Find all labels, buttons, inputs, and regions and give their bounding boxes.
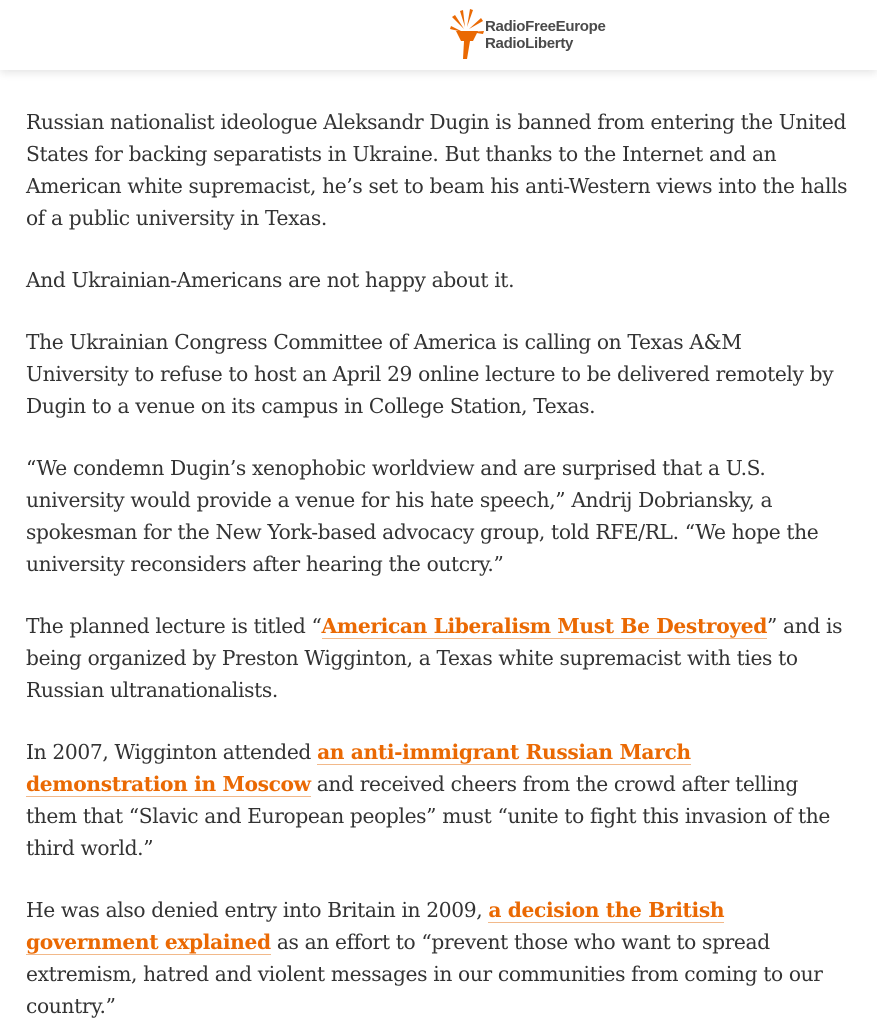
paragraph-1: Russian nationalist ideologue Aleksandr Dugin is banned from entering the United States for backing separatists in Ukraine. But thanks to the Internet and an American white supremacist, he’s set to beam his anti-Western views into the halls of a public university in Texas. xyxy=(26,110,848,230)
site-header xyxy=(0,0,877,70)
paragraph-6 xyxy=(26,736,848,864)
paragraph-6-text-before: In 2007, Wigginton attended xyxy=(26,740,318,764)
article-body xyxy=(0,70,848,1022)
paragraph-6-text-after: and received cheers from the crowd after telling them that “Slavic and European peoples” must “unite to fight this invasion of the third world.” xyxy=(26,772,830,860)
paragraph-5 xyxy=(26,610,848,706)
paragraph-4: “We condemn Dugin’s xenophobic worldview and are surprised that a U.S. university would provide a venue for his hate speech,” Andrij Dobriansky, a spokesman for the New York-based advocacy group, told RFE/RL. “We hope the university reconsiders after hearing the outcry.” xyxy=(26,456,819,576)
rferl-logo-link[interactable] xyxy=(450,9,606,61)
paragraph-3: The Ukrainian Congress Committee of America is calling on Texas A&M University to refuse to host an April 29 online lecture to be delivered remotely by Dugin to a venue on its campus in College Station, Texas. xyxy=(26,330,834,418)
paragraph-5-text-after: ” and is being organized by Preston Wigginton, a Texas white supremacist with ties to Russian ultranationalists. xyxy=(26,614,843,702)
torch-logo-icon xyxy=(450,9,484,61)
logo-line-2: RadioLiberty xyxy=(485,35,574,52)
paragraph-5-text-before: The planned lecture is titled “ xyxy=(26,614,322,638)
logo-line-1: RadioFreeEurope xyxy=(485,18,606,35)
logo-wordmark xyxy=(485,18,606,52)
paragraph-2: And Ukrainian-Americans are not happy about it. xyxy=(26,268,515,292)
russian-march-link[interactable]: an anti-immigrant Russian March demonstration in Moscow xyxy=(26,740,691,796)
lecture-title-link[interactable]: American Liberalism Must Be Destroyed xyxy=(321,614,767,638)
paragraph-7 xyxy=(26,894,848,1022)
paragraph-7-text-before: He was also denied entry into Britain in 2009, xyxy=(26,898,489,922)
paragraph-7-text-after: as an effort to “prevent those who want to spread extremism, hatred and violent messages in our communities from coming to our country.” xyxy=(26,930,823,1018)
british-government-link[interactable]: a decision the British government explained xyxy=(26,898,725,954)
